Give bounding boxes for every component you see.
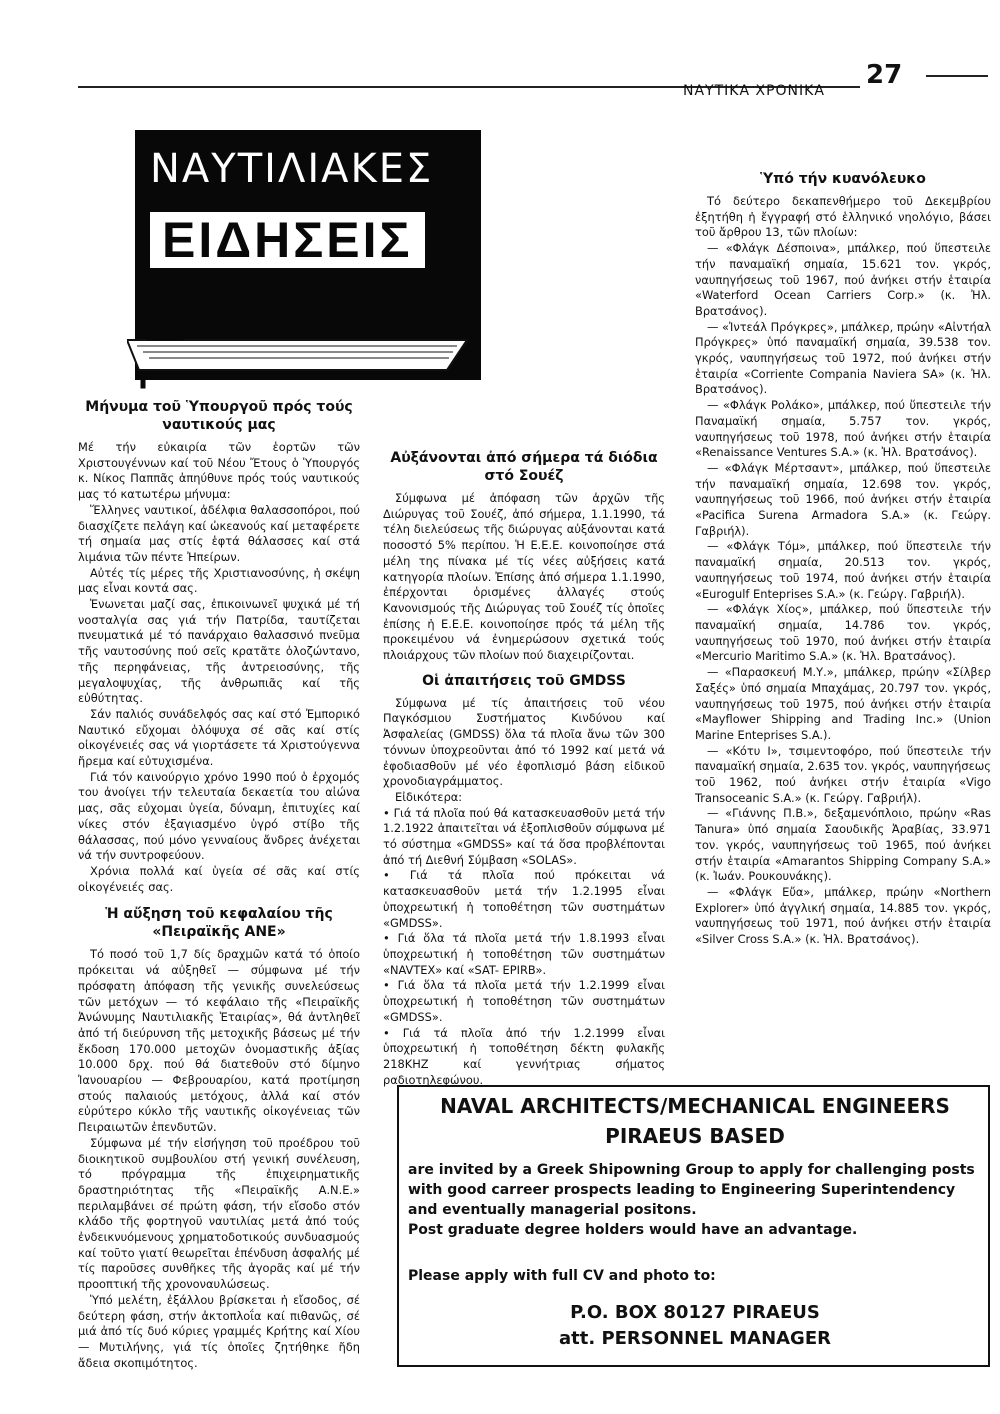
ad-title: NAVAL ARCHITECTS/MECHANICAL ENGINEERS [440, 1094, 950, 1118]
list-item: • Γιά τά πλοῖα ἀπό τήν 1.2.1999 εἶναι ὑποχρεωτική ἡ τοποθέτηση δέκτη φυλακῆς 218KHZ καί γεννήτριας σήματος ραδιοτηλεφώνου. [383, 1026, 665, 1089]
article-1-paragraph: Γιά τόν καινούργιο χρόνο 1990 πού ὁ ἐρχομός του ἀνοίγει τήν τελευταία δεκαετία του αἰώνα μας, σᾶς εὐχομαι ὑγεία, δύναμη, ἐπιτυχίες καί νίκες στόν ἐξαγιασμένο ὑγρό στίβο τῆς θάλασσας, πού μόνο γενναίους ἄνδρες ἀνέχεται νά τήν συντροφεύουν. [78, 769, 360, 863]
article-1-paragraph: Σάν παλιός συνάδελφός σας καί στό Ἐμπορικό Ναυτικό εὔχομαι ὁλόψυχα σέ σᾶς καί στίς οἰκογένειές σας νά γιορτάσετε τά Χριστούγεννα ἤρεμα καί εὐτυχισμένα. [78, 706, 360, 769]
ad-body-line: with good carreer prospects leading to Engineering Superintendency [408, 1182, 956, 1198]
ad-body-line: Post graduate degree holders would have an advantage. [408, 1222, 858, 1238]
header-rule-right [926, 75, 988, 77]
article-4-intro: Σύμφωνα μέ τίς ἀπαιτήσεις τοῦ νέου Παγκόσμιου Συστήματος Κινδύνου καί Ἀσφαλείας (GMDSS) ὅλα τά πλοῖα ἄνω τῶν 300 τόννων ὑποχρεοῦνται ἀπό τό 1992 καί μετά νά ἐφοδιασθοῦν μέ νέο ἐφοπλισμό βάση εἰδικοῦ χρονοδιαγράμματος. [383, 695, 665, 789]
article-2-heading: Ἡ αὔξηση τοῦ κεφαλαίου τῆς «Πειραϊκῆς ΑΝΕ» [105, 906, 333, 941]
ad-attention: att. PERSONNEL MANAGER [558, 1328, 831, 1349]
article-2-paragraph: Σύμφωνα μέ τήν εἰσήγηση τοῦ προέδρου τοῦ διοικητικοῦ συμβουλίου στή γενική συνέλευση, τό πρόγραμμα τῆς ἐπιχειρηματικῆς δραστηριότητας τῆς «Πειραϊκῆς Α.Ν.Ε.» περιλαμβάνει σέ πρώτη φάση, τήν εἴσοδο στόν κλάδο τῆς φορτηγοῦ ναυτιλίας μετά ἀπό τούς ἐνδεικνυόμενους χρηματοδοτικούς συνδυασμούς καί τοῦτο γιατί θεωρεῖται ἐπένδυση ἀσφαλής μέ τίς παροῦσες συνθῆκες τῆς ἀγορᾶς καί μέ τήν προοπτική τῆς χρονοναυλώσεως. [78, 1135, 360, 1292]
column-2 [383, 389, 665, 1088]
column-3 [695, 114, 991, 948]
registry-entry: — «Ἰντεάλ Πρόγκρες», μπάλκερ, πρώην «Αἰντήαλ Πρόγκρες» ὑπό παναμαϊκή σημαία, 39.538 τον. γκρός, ναυπηγήσεως τοῦ 1972, πού ἀνήκει στήν ἑταιρία «Corriente Compania Naviera SA» (κ. Ἠλ. Βρατσάνος). [695, 319, 991, 397]
list-item: • Γιά τά πλοῖα πού θά κατασκευασθοῦν μετά τήν 1.2.1922 ἀπαιτεῖται νά ἐξοπλισθοῦν σύμφωνα μέ τό σύστημα «GMDSS» καί τά ὅσα προβλέπονται ἀπό τή Διεθνή Σύμβαση «SOLAS». [383, 806, 665, 869]
article-1-paragraph: Χρόνια πολλά καί ὑγεία σέ σᾶς καί στίς οἰκογένειές σας. [78, 863, 360, 894]
registry-entry: — «Κότυ Ι», τσιμεντοφόρο, πού ὕπεστειλε τήν παναμαϊκή σημαία, 2.635 τον. γκρός, ναυπηγήσεως τοῦ 1962, πού ἀνήκει στήν ἑταιρία «Vigo Transoceanic S.A.» (κ. Γεώργ. Γαβριήλ). [695, 743, 991, 805]
article-1-heading: Μήνυμα τοῦ Ὑπουργοῦ πρός τούς ναυτικούς μας [85, 399, 353, 433]
running-head: ΝΑΥΤΙΚΑ ΧΡΟΝΙΚΑ [683, 83, 825, 99]
registry-entry: — «Φλάγκ Μέρτσαντ», μπάλκερ, πού ὕπεστειλε τήν παναμαϊκή σημαία, 12.698 τον. γκρός, ναυπηγήσεως τοῦ 1966, πού ἀνήκει στήν ἑταιρία «Pacifica Surena Armadora S.A.» (κ. Γεώργ. Γαβριήλ). [695, 460, 991, 538]
ad-body [408, 1160, 988, 1240]
article-3-paragraph: Σύμφωνα μέ ἀπόφαση τῶν ἀρχῶν τῆς Διώρυγας τοῦ Σουέζ, ἀπό σήμερα, 1.1.1990, τά τέλη διελεύσεως τῆς διώρυγας αὐξάνονται κατά ποσοστό 5% περίπου. Ἡ Ε.Ε.Ε. κοινοποίησε στά μέλη της πίνακα μέ τίς νέες αὐξήσεις κατά κατηγορία πλοίων. Ἐπίσης ἀπό σήμερα 1.1.1990, ἐπέρχονται ὁρισμένες ἀλλαγές στούς Κανονισμούς τῆς Διώρυγας τοῦ Σουέζ τίς ὁποῖες ἐπίσης ἡ Ε.Ε.Ε. κοινοποίησε πρός τά μέλη τῆς προκειμένου νά ἐνημερώσουν σχετικά τούς πλοιάρχους τῶν πλοίων πού διαχειρίζονται. [383, 491, 665, 663]
gmdss-list [383, 806, 665, 1089]
registry-entry: — «Φλάγκ Χίος», μπάλκερ, πού ὕπεστειλε τήν παναμαϊκή σημαία, 14.786 τον. γκρός, ναυπηγήσεως τοῦ 1970, πού ἀνήκει στήν ἑταιρία «Mercurio Maritimo S.A.» (κ. Ἠλ. Βρατσάνος). [695, 602, 991, 664]
article-5-intro: Τό δεύτερο δεκαπενθήμερο τοῦ Δεκεμβρίου ἐξητήθη ἡ ἔγγραφή στό ἑλληνικό νηολόγιο, βάσει τοῦ ἄρθρου 13, τῶν πλοίων: [695, 194, 991, 240]
article-2-paragraph: Ὑπό μελέτη, ἐξάλλου βρίσκεται ἡ εἴσοδος, σέ δεύτερη φάση, στήν ἀκτοπλοΐα καί πιθανῶς, σέ μιά ἀπό τίς δυό κύριες γραμμές Κρήτης καί Χίου — Μυτιλήνης, γιά τίς ὁποῖες ζητήθηκε ἤδη ἄδεια σκοπιμότητος. [78, 1292, 360, 1370]
list-item: • Γιά ὅλα τά πλοῖα μετά τήν 1.2.1999 εἶναι ὑποχρεωτική ἡ τοποθέτηση τῶν συστημάτων «GMDSS». [383, 978, 665, 1025]
list-item: • Γιά τά πλοῖα πού πρόκειται νά κατασκευασθοῦν μετά τήν 1.2.1995 εἶναι ὑποχρεωτική ἡ τοποθέτηση τῶν συστημάτων «GMDSS». [383, 868, 665, 931]
article-1-paragraph: Ἕλληνες ναυτικοί, ἀδέλφια θαλασσοπόροι, πού διασχίζετε πελάγη καί ὠκεανούς καί μεταφέρετε τή σημαία μας στίς ἑφτά θάλασσες καί στά λιμάνια τῶν πέντε Ἠπείρων. [78, 502, 360, 564]
ship-illustration [127, 300, 477, 390]
ad-subtitle: PIRAEUS BASED [605, 1124, 785, 1148]
list-item: • Γιά ὅλα τά πλοῖα μετά τήν 1.8.1993 εἶναι ὑποχρεωτική ἡ τοποθέτηση τῶν συστημάτων «NAVTEX» καί «SAT- EPIRB». [383, 931, 665, 978]
ad-apply-line: Please apply with full CV and photo to: [408, 1268, 716, 1284]
column-1 [78, 394, 360, 1371]
article-1-paragraph: Ἑνωνεται μαζί σας, ἐπικοινωνεῖ ψυχικά μέ τή νοσταλγία σας γιά τήν Πατρίδα, ταυτίζεται πνευματικά μέ τό πανάρχαιο θαλασσινό πνεῦμα τῆς ναυτοσύνης πού σεῖς κρατᾶτε ὀλοζώντανο, τῆς περηφάνειας, τῆς ἀντρειοσύνης, τῆς μεγαλοψυχίας, τῆς ἀνθρωπιᾶς καί τῆς εὐθύτητας. [78, 597, 360, 706]
article-4-heading: Οἱ ἀπαιτήσεις τοῦ GMDSS [422, 672, 626, 689]
registry-entry: — «Φλάγκ Ρολάκο», μπάλκερ, πού ὕπεστειλε τήν Παναμαϊκή σημαία, 5.757 τον. γκρός, ναυπηγήσεως τοῦ 1978, πού ἀνήκει στήν ἑταιρία «Renaissance Ventures S.A.» (κ. Ἠλ. Βρατσάνος). [695, 398, 991, 460]
ad-body-line: and eventually managerial positons. [408, 1202, 697, 1218]
article-1-paragraph: Μέ τήν εὐκαιρία τῶν ἑορτῶν τῶν Χριστουγέννων καί τοῦ Νέου Ἔτους ὁ Ὑπουργός κ. Νίκος Παππᾶς ἀπηύθυνε πρός τούς ναυτικούς μας τό κατωτέρω μήνυμα: [78, 440, 360, 502]
page-number: 27 [866, 60, 903, 90]
article-3-heading: Αὐξάνονται ἀπό σήμερα τά διόδια στό Σουέζ [390, 450, 658, 484]
article-2-paragraph: Τό ποσό τοῦ 1,7 δίς δραχμῶν κατά τό ὁποίο πρόκειται νά αὐξηθεῖ — σύμφωνα μέ τήν πρόσφατη ἀπόφαση τῆς γενικῆς συνελεύσεως τῶν μετόχων — τό κεφάλαιο τῆς «Πειραϊκῆς Ἀνώνυμης Ναυτιλιακῆς Ἑταιρίας», θά ἀντληθεῖ ἀπό τή διεύρυνση τῆς μετοχικῆς βάσεως μέ τήν ἔκδοση 170.000 μετοχῶν ὀνομαστικῆς ἀξίας 10.000 δρχ. πού θά διατεθοῦν στό δίμηνο Ἰανουαρίου — Φεβρουαρίου, κατά προτίμηση στούς παλαιούς μετόχους, ἀλλά καί στόν εὐρύτερο κύκλο τῆς ναυτικῆς οἰκογένειας τῶν Πειραιωτῶν ἐπενδυτῶν. [78, 947, 360, 1135]
article-4-lead: Εἰδικότερα: [395, 789, 463, 804]
article-1-paragraph: Αὐτές τίς μέρες τῆς Χριστιανοσύνης, ἡ σκέψη μας εἶναι κοντά σας. [78, 565, 360, 596]
title-line-1: ΝΑΥΤΙΛΙΑΚΕΣ [150, 146, 434, 192]
registry-entry: — «Φλάγκ Τόμ», μπάλκερ, πού ὕπεστειλε τήν παναμαϊκή σημαία, 20.513 τον. γκρός, ναυπηγήσεως τοῦ 1974, πού ἀνήκει στήν ἑταιρία «Eurogulf Enteprises S.A.» (κ. Γεώργ. Γαβριήλ). [695, 539, 991, 601]
registry-entry: — «Γιάννης Π.Β.», δεξαμενόπλοιο, πρώην «Ras Tanura» ὑπό σημαία Σαουδικῆς Ἀραβίας, 33.971 τον. γκρός, ναυπηγήσεως τοῦ 1965, πού ἀνήκει στήν ἑταιρία «Amarantos Shipping Company S.A.» (κ. Ἰωάν. Ρουκουνάκης). [695, 806, 991, 884]
registry-entry: — «Παρασκευή Μ.Υ.», μπάλκερ, πρώην «Σίλβερ Σαξές» ὑπό σημαία Μπαχάμας, 20.797 τον. γκρός, ναυπηγήσεως τοῦ 1975, πού ἀνήκει στήν ἑταιρία «Mayflower Shipping and Trading Inc.» (Union Marine Enteprises S.A.). [695, 665, 991, 742]
title-line-2: ΕΙΔΗΣΕΙΣ [150, 212, 425, 268]
registry-entry: — «Φλάγκ Εὔα», μπάλκερ, πρώην «Northern Explorer» ὑπό ἀγγλική σημαία, 14.885 τον. γκρός, ναυπηγήσεως τοῦ 1971, πού ἀνήκει στήν ἑταιρία «Silver Cross S.A.» (κ. Ἠλ. Βρατσάνος). [695, 884, 991, 947]
article-5-heading: Ὑπό τήν κυανόλευκο [760, 171, 926, 187]
ad-body-line: are invited by a Greek Shipowning Group to apply for challenging posts [408, 1162, 975, 1178]
registry-entry: — «Φλάγκ Δέσποινα», μπάλκερ, πού ὕπεστειλε τήν παναμαϊκή σημαία, 15.621 τον. γκρός, ναυπηγήσεως τοῦ 1967, πού ἀνήκει στήν ἑταιρία «Waterford Ocean Carriers Corp.» (κ. Ἠλ. Βρατσάνος). [695, 241, 991, 318]
ad-po-box: P.O. BOX 80127 PIRAEUS [570, 1302, 820, 1323]
